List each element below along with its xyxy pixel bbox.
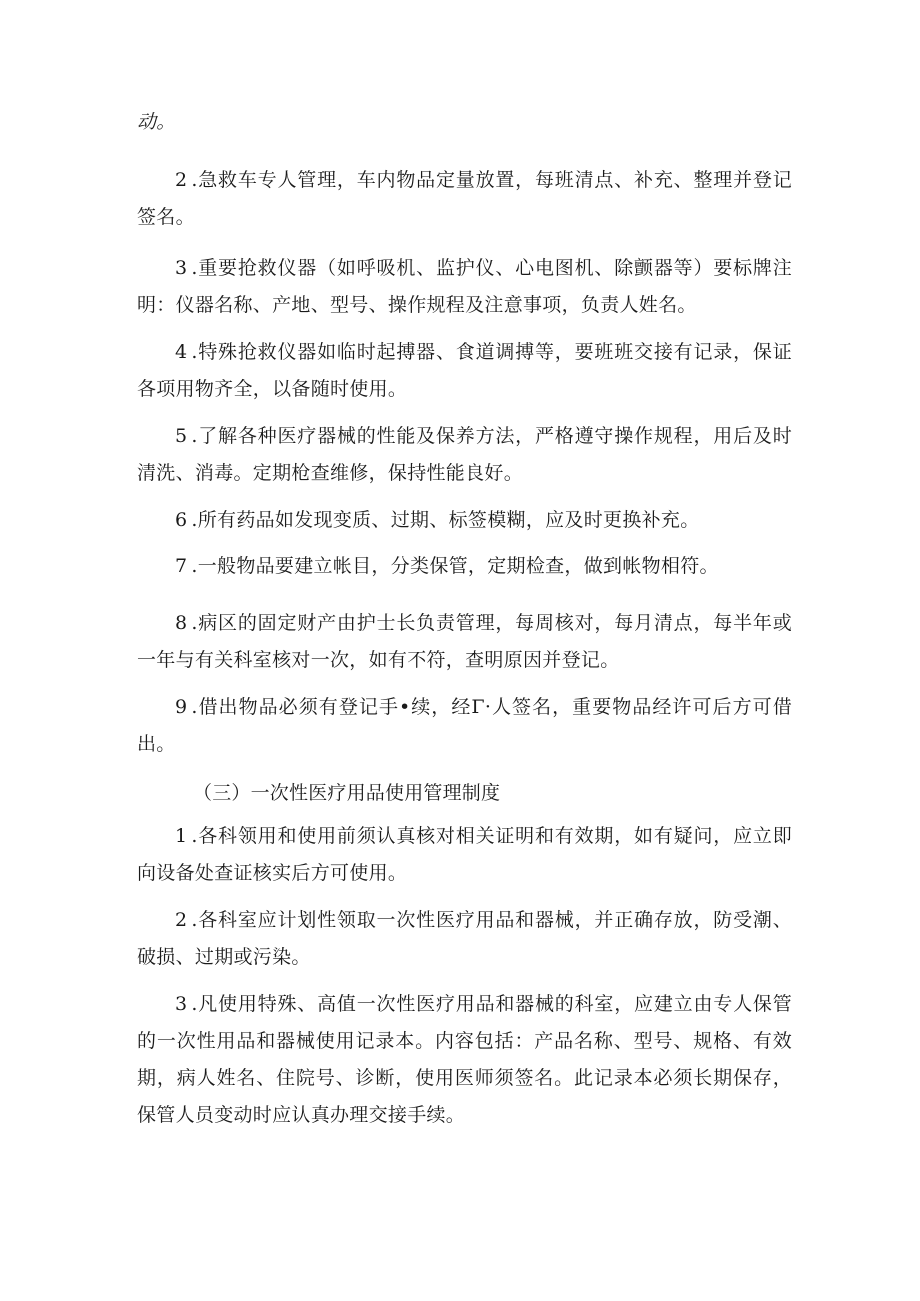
item-text: .病区的固定财产由护士长负责管理，每周核对，每月清点，每半年或一年与有关科室核对一次，如有不符，查明原因并登记。 — [137, 612, 792, 671]
item-text: .急救车专人管理，车内物品定量放置，每班清点、补充、整理并登记签名。 — [137, 169, 792, 228]
item-number: 9 — [175, 696, 188, 718]
list-item — [137, 689, 792, 763]
item-text: .借出物品必须有登记手•续，经Γ·人签名，重要物品经许可后方可借出。 — [137, 696, 792, 755]
list-item — [137, 605, 792, 679]
list-item — [137, 986, 792, 1134]
list-item — [137, 902, 792, 976]
item-text: .一般物品要建立帐目，分类保管，定期检查，做到帐物相符。 — [191, 555, 719, 577]
item-text: .特殊抢救仪器如临时起搏器、食道调搏等，要班班交接有记录，保证各项用物齐全，以备随时使用。 — [137, 341, 792, 400]
item-number: 8 — [175, 612, 188, 634]
section-heading: （三）一次性医疗用品使用管理制度 — [193, 782, 501, 804]
item-text: .各科室应计划性领取一次性医疗用品和器械，并正确存放，防受潮、破损、过期或污染。 — [137, 909, 792, 968]
item-number: 3 — [175, 257, 188, 279]
list-item — [137, 502, 792, 539]
list-item — [137, 334, 792, 408]
item-number: 4 — [175, 341, 188, 363]
item-number: 2 — [175, 909, 188, 931]
item-text: .各科领用和使用前须认真核对相关证明和有效期，如有疑问，应立即向设备处查证核实后方可使用。 — [137, 825, 792, 884]
continued-paragraph-tail: 动。 — [137, 111, 176, 133]
item-number: 6 — [175, 509, 188, 531]
item-text: .凡使用特殊、高值一次性医疗用品和器械的科室，应建立由专人保管的一次性用品和器械使用记录本。内容包括：产品名称、型号、规格、有效期，病人姓名、住院号、诊断，使用医师须签名。此记录本必须长期保存，保管人员变动时应认真办理交接手续。 — [137, 993, 792, 1126]
item-text: .重要抢救仪器（如呼吸机、监护仪、心电图机、除颤器等）要标牌注明：仪器名称、产地、型号、操作规程及注意事项，负责人姓名。 — [137, 257, 792, 316]
item-number: 5 — [175, 425, 188, 447]
item-text: .了解各种医疗器械的性能及保养方法，严格遵守操作规程，用后及时清洗、消毒。定期枪查维修，保持性能良好。 — [137, 425, 792, 484]
item-text: .所有药品如发现变质、过期、标签模糊，应及时更换补充。 — [191, 509, 700, 531]
list-item — [137, 162, 792, 236]
item-number: 1 — [175, 825, 188, 847]
item-number: 7 — [175, 555, 188, 577]
item-number: 3 — [175, 993, 188, 1015]
item-number: 2 — [175, 169, 188, 191]
list-item — [137, 548, 792, 585]
list-item — [137, 818, 792, 892]
list-item — [137, 250, 792, 324]
list-item — [137, 418, 792, 492]
